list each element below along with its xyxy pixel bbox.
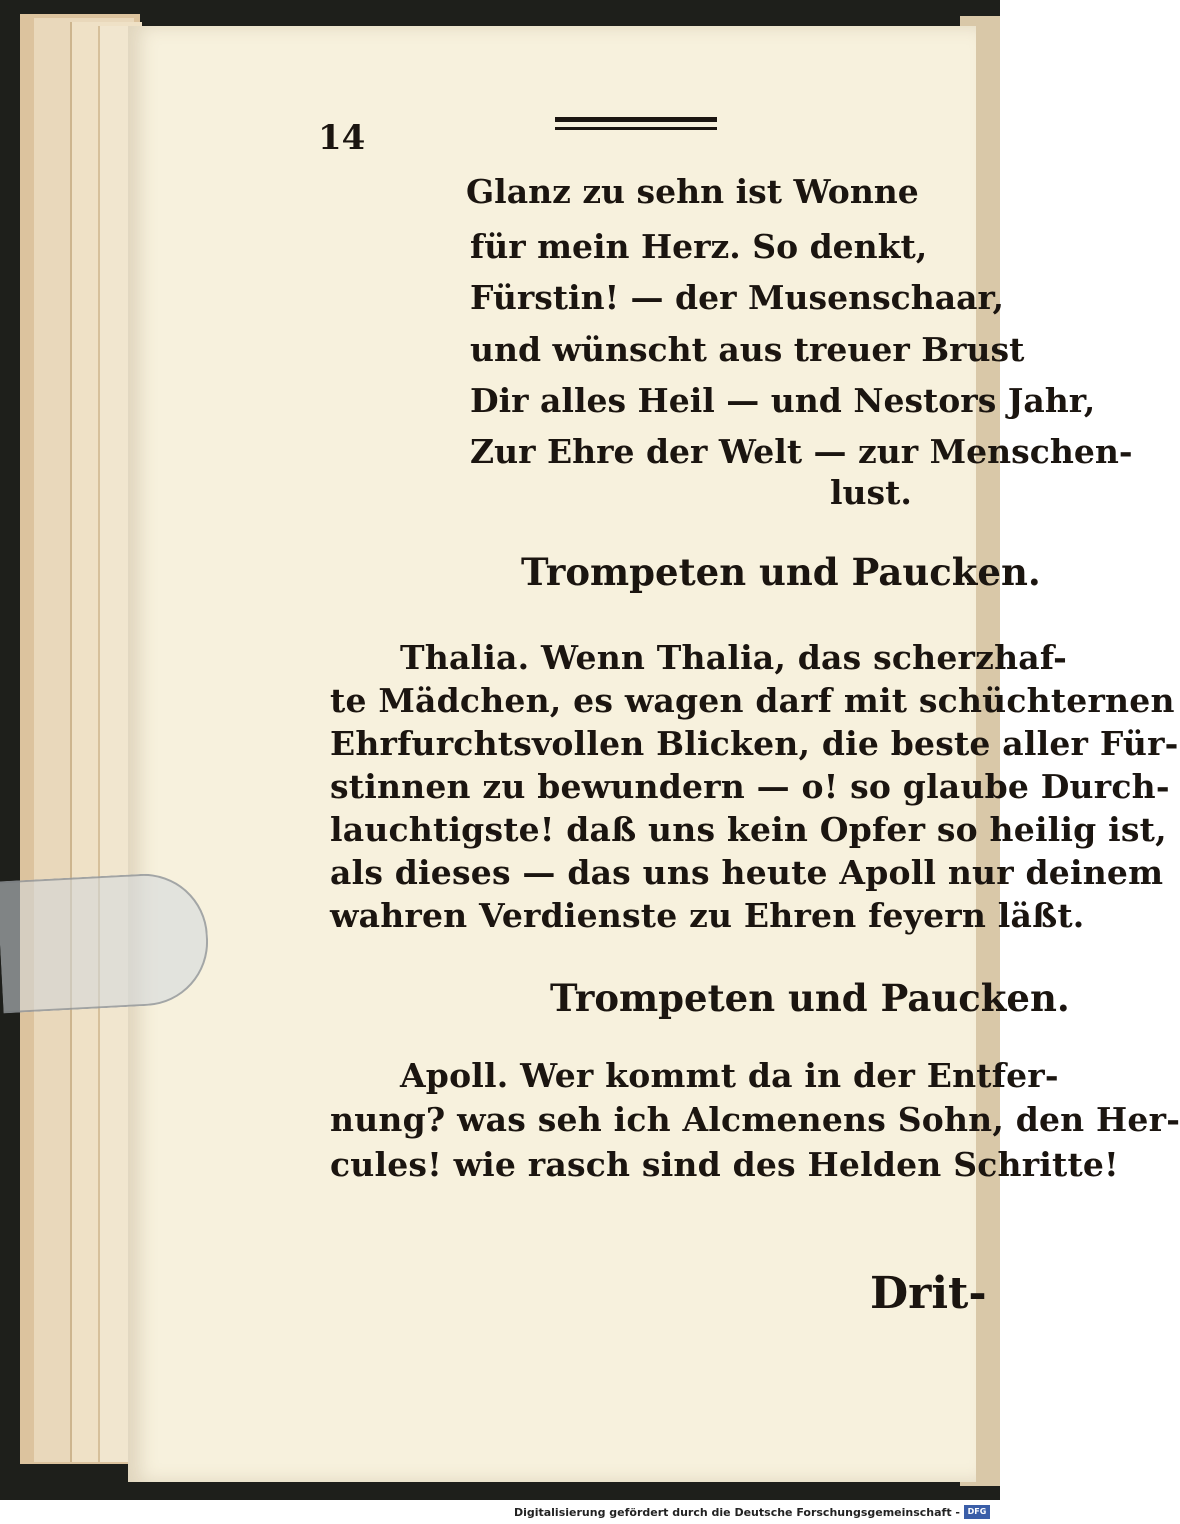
verse-line: Zur Ehre der Welt — zur Menschen- <box>470 432 1133 471</box>
header-rule <box>555 127 717 130</box>
verse-line: Dir alles Heil — und Nestors Jahr, <box>470 381 1096 420</box>
verse-line: und wünscht aus treuer Brust <box>470 330 1025 369</box>
speech-line: cules! wie rasch sind des Helden Schritte! <box>330 1145 1119 1184</box>
speech-line: Ehrfurchtsvollen Blicken, die beste aller Für- <box>330 724 1179 763</box>
speech-line: Apoll. Wer kommt da in der Entfer- <box>400 1056 1059 1095</box>
stage-direction: Trompeten und Paucken. <box>550 976 1070 1020</box>
speech-line: wahren Verdienste zu Ehren feyern läßt. <box>330 896 1085 935</box>
catchword: Drit- <box>870 1268 987 1319</box>
verse-line: lust. <box>830 473 912 512</box>
dfg-logo: DFG <box>964 1505 990 1519</box>
verse-line: für mein Herz. So denkt, <box>470 227 928 266</box>
stage-direction: Trompeten und Paucken. <box>521 550 1041 594</box>
footer-credit: Digitalisierung gefördert durch die Deutsche Forschungsgemeinschaft - <box>513 1506 960 1519</box>
speech-line: Thalia. Wenn Thalia, das scherzhaf- <box>400 638 1067 677</box>
page-number: 14 <box>318 118 366 158</box>
page-clip <box>0 871 211 1014</box>
speech-line: te Mädchen, es wagen darf mit schüchternen <box>330 681 1175 720</box>
verse-line: Glanz zu sehn ist Wonne <box>466 172 919 211</box>
speech-line: als dieses — das uns heute Apoll nur deinem <box>330 853 1164 892</box>
header-rule <box>555 117 717 122</box>
verse-line: Fürstin! — der Musenschaar, <box>470 278 1004 317</box>
speech-line: lauchtigste! daß uns kein Opfer so heilig ist, <box>330 810 1167 849</box>
speech-line: stinnen zu bewundern — o! so glaube Durch- <box>330 767 1170 806</box>
speech-line: nung? was seh ich Alcmenens Sohn, den Her- <box>330 1100 1180 1139</box>
